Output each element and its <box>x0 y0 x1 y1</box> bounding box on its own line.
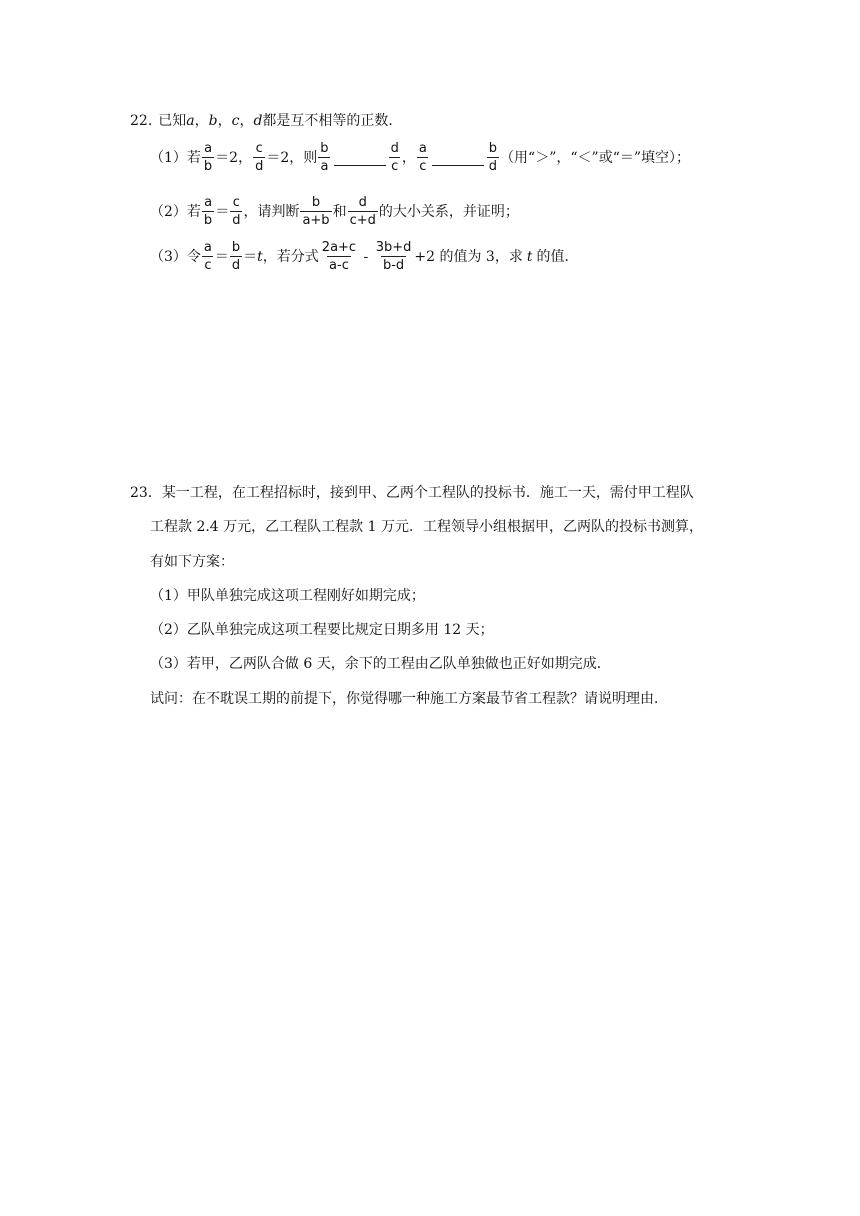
comma: ， <box>217 113 232 129</box>
fraction: $\frac{a}{b}$ <box>203 141 213 174</box>
q22-stem-post: 都是互不相等的正数． <box>262 113 403 129</box>
fraction: $\frac{b}{a+b}$ <box>302 195 330 228</box>
fraction: $\frac{b}{a}$ <box>320 141 329 174</box>
fraction: $\frac{a}{b}$ <box>203 195 213 228</box>
q23-line3: 有如下方案： <box>150 554 234 570</box>
fraction: $\frac{d}{c+d}$ <box>349 195 376 228</box>
q23-option-2: （2）乙队单独完成这项工程要比规定日期多用 12 天； <box>150 622 494 638</box>
fraction: $\frac{c}{d}$ <box>232 195 241 228</box>
fraction: $\frac{a}{c}$ <box>203 240 212 273</box>
q22-stem <box>130 112 402 130</box>
comma: ， <box>194 113 209 129</box>
part2-text: 的大小关系，并证明； <box>378 204 519 220</box>
q22-part1 <box>150 141 690 175</box>
fraction: $\frac{d}{c}$ <box>390 141 399 174</box>
var-t: t <box>526 249 533 265</box>
var-d: d <box>253 113 263 129</box>
var-a: a <box>186 113 195 129</box>
q23-question: 试问：在不耽误工期的前提下，你觉得哪一种施工方案最节省工程款？请说明理由． <box>150 691 668 707</box>
q23-option-3: （3）若甲，乙两队合做 6 天，余下的工程由乙队单独做也正好如期完成． <box>150 656 611 672</box>
equals-text: ＝2， <box>215 150 253 166</box>
q23-line1: 23．某一工程，在工程招标时，接到甲、乙两个工程队的投标书．施工一天，需付甲工程队 <box>130 485 694 501</box>
fraction: $\frac{b}{d}$ <box>488 141 498 174</box>
comma: ， <box>239 113 254 129</box>
part2-text: ，请判断 <box>243 204 300 220</box>
part3-text: ，若分式 <box>262 249 319 265</box>
fraction: $\frac{3b+d}{b-d}$ <box>375 240 412 273</box>
q22-stem-pre: 已知 <box>158 113 187 129</box>
equals-text: ＝ <box>214 249 229 265</box>
and-text: 和 <box>332 204 347 220</box>
equals-text: ＝2，则 <box>266 150 318 166</box>
equals-text: ＝ <box>243 249 258 265</box>
part3-text: +2 的值为 3，求 <box>414 249 523 265</box>
q22-part2 <box>150 195 519 229</box>
q22-part3 <box>150 240 578 274</box>
equals-text: ＝ <box>215 204 230 220</box>
fraction: $\frac{c}{d}$ <box>255 141 264 174</box>
var-b: b <box>208 113 218 129</box>
part3-label: （3）令 <box>150 249 201 265</box>
answer-blank[interactable] <box>334 151 386 166</box>
minus-sign: - <box>359 249 373 265</box>
fraction: $\frac{b}{d}$ <box>231 240 241 273</box>
part3-text: 的值． <box>536 249 579 265</box>
q23-line2: 工程款 2.4 万元，乙工程队工程款 1 万元．工程领导小组根据甲，乙两队的投标书测算， <box>150 519 703 535</box>
answer-blank[interactable] <box>432 151 484 166</box>
q23-option-1: （1）甲队单独完成这项工程刚好如期完成； <box>150 588 425 604</box>
var-c: c <box>231 113 240 129</box>
separator: ， <box>401 150 416 166</box>
q22-number: 22. <box>130 113 153 129</box>
fraction: $\frac{2a+c}{a-c}$ <box>321 240 357 273</box>
var-t: t <box>257 249 263 265</box>
part1-hint: （用“＞”，“＜”或“＝”填空）； <box>500 150 691 166</box>
part1-label: （1）若 <box>150 150 201 166</box>
part2-label: （2）若 <box>150 204 201 220</box>
fraction: $\frac{a}{c}$ <box>418 141 427 174</box>
